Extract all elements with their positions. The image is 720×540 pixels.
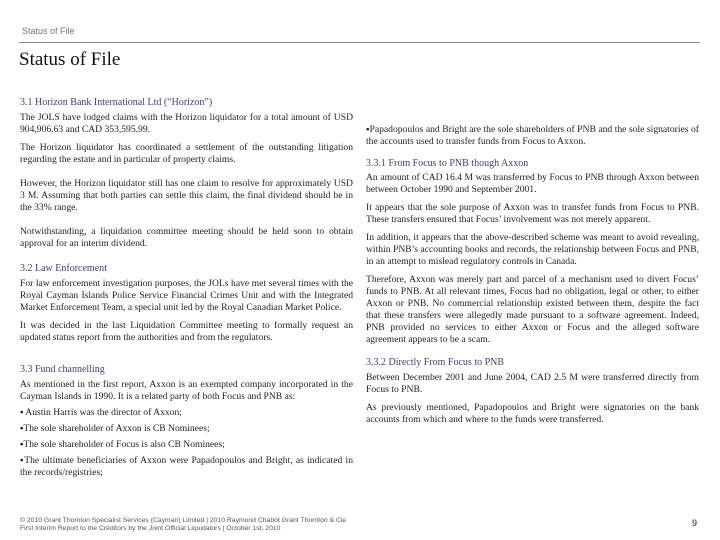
section-3-2-body bbox=[20, 278, 353, 350]
section-3-1-heading: 3.1 Horizon Bank International Ltd (“Horizon”) bbox=[20, 97, 213, 108]
paragraph: For law enforcement investigation purposes, the JOLs have met several times with the Royal Cayman Islands Police Service Financial Crimes Unit and with the Integrated Market Enforcement Team, a special unit led by the Royal Canadian Market Police. bbox=[20, 278, 353, 313]
paragraph: Therefore, Axxon was merely part and parcel of a mechanism used to divert Focus’ funds to PNB. At all relevant times, Focus had no obligation, legal or other, to either Axxon or PNB. No commercial relationship existed between them, despite the fact that these transfers were allegedly made pursuant to a software agreement. Indeed, PNB provided no services to either Axxon or Focus and the alleged software agreement appears to be a scam. bbox=[366, 274, 699, 345]
paragraph: In addition, it appears that the above-described scheme was meant to avoid revealing, within PNB’s accounting books and records, the relationship between Focus and PNB, in an attempt to mislead regulatory controls in Canada. bbox=[366, 232, 699, 267]
footer-copyright: © 2010 Grant Thornton Specialist Services (Cayman) Limited | 2010 Raymond Chabot Grant Thornton & Cie bbox=[20, 517, 347, 524]
paragraph: Between December 2001 and June 2004, CAD 2.5 M were transferred directly from Focus to PNB. bbox=[366, 372, 699, 395]
bullet-item: ▪The sole shareholder of Focus is also CB Nominees; bbox=[20, 439, 225, 450]
bullet-item: ▪ Austin Harris was the director of Axxon; bbox=[20, 407, 182, 418]
paragraph: Notwithstanding, a liquidation committee meeting should be held soon to obtain approval for an interim dividend. bbox=[20, 226, 353, 249]
paragraph: It appears that the sole purpose of Axxon was to transfer funds from Focus to PNB. These transfers ensured that Focus’ involvement was not merely apparent. bbox=[366, 202, 699, 225]
section-3-3-body bbox=[20, 379, 353, 485]
section-3-3-2-heading: 3.3.2 Directly From Focus to PNB bbox=[366, 357, 505, 368]
paragraph: However, the Horizon liquidator still has one claim to resolve for approximately USD 3 M. Assuming that both parties can settle this claim, the final dividend should be in the 33% range. bbox=[20, 178, 353, 213]
paragraph: As previously mentioned, Papadopoulos and Bright were signatories on the bank accounts from which and where to the funds were transferred. bbox=[366, 402, 699, 425]
header-divider bbox=[19, 42, 700, 43]
footer-report: First Interim Report to the Creditors by the Joint Official Liquidators | October 1st, 2010 bbox=[20, 525, 281, 532]
right-bullet: ▪Papadopoulos and Bright are the sole shareholders of PNB and the sole signatories of the accounts used to transfer funds from Focus to Axxon. bbox=[366, 124, 699, 147]
page-number: 9 bbox=[692, 518, 698, 528]
section-3-1-body bbox=[20, 112, 353, 256]
running-header: Status of File bbox=[22, 26, 75, 36]
section-3-3-1-body bbox=[366, 172, 699, 352]
section-3-3-1-heading: 3.3.1 From Focus to PNB though Axxon bbox=[366, 158, 529, 169]
paragraph: It was decided in the last Liquidation Committee meeting to formally request an updated status report from the authorities and from the regulators. bbox=[20, 320, 353, 343]
footer bbox=[20, 517, 360, 533]
paragraph: An amount of CAD 16.4 M was transferred by Focus to PNB through Axxon between between October 1990 and September 2001. bbox=[366, 172, 699, 195]
paragraph: As mentioned in the first report, Axxon is an exempted company incorporated in the Cayman Islands in 1990. It is a related party of both Focus and PNB as: bbox=[20, 379, 353, 402]
section-3-3-heading: 3.3 Fund channelling bbox=[20, 364, 105, 375]
page-title: Status of File bbox=[19, 49, 121, 70]
bullet-item: ▪The ultimate beneficiaries of Axxon were Papadopoulos and Bright, as indicated in the records/registries; bbox=[20, 455, 353, 478]
bullet-item: ▪The sole shareholder of Axxon is CB Nominees; bbox=[20, 423, 210, 434]
paragraph: The Horizon liquidator has coordinated a settlement of the outstanding litigation regarding the estate and in particular of property claims. bbox=[20, 142, 353, 165]
section-3-2-heading: 3.2 Law Enforcement bbox=[20, 263, 107, 274]
section-3-3-2-body bbox=[366, 372, 699, 432]
paragraph: The JOLS have lodged claims with the Horizon liquidator for a total amount of USD 904,906.63 and CAD 353,595.99. bbox=[20, 112, 353, 135]
